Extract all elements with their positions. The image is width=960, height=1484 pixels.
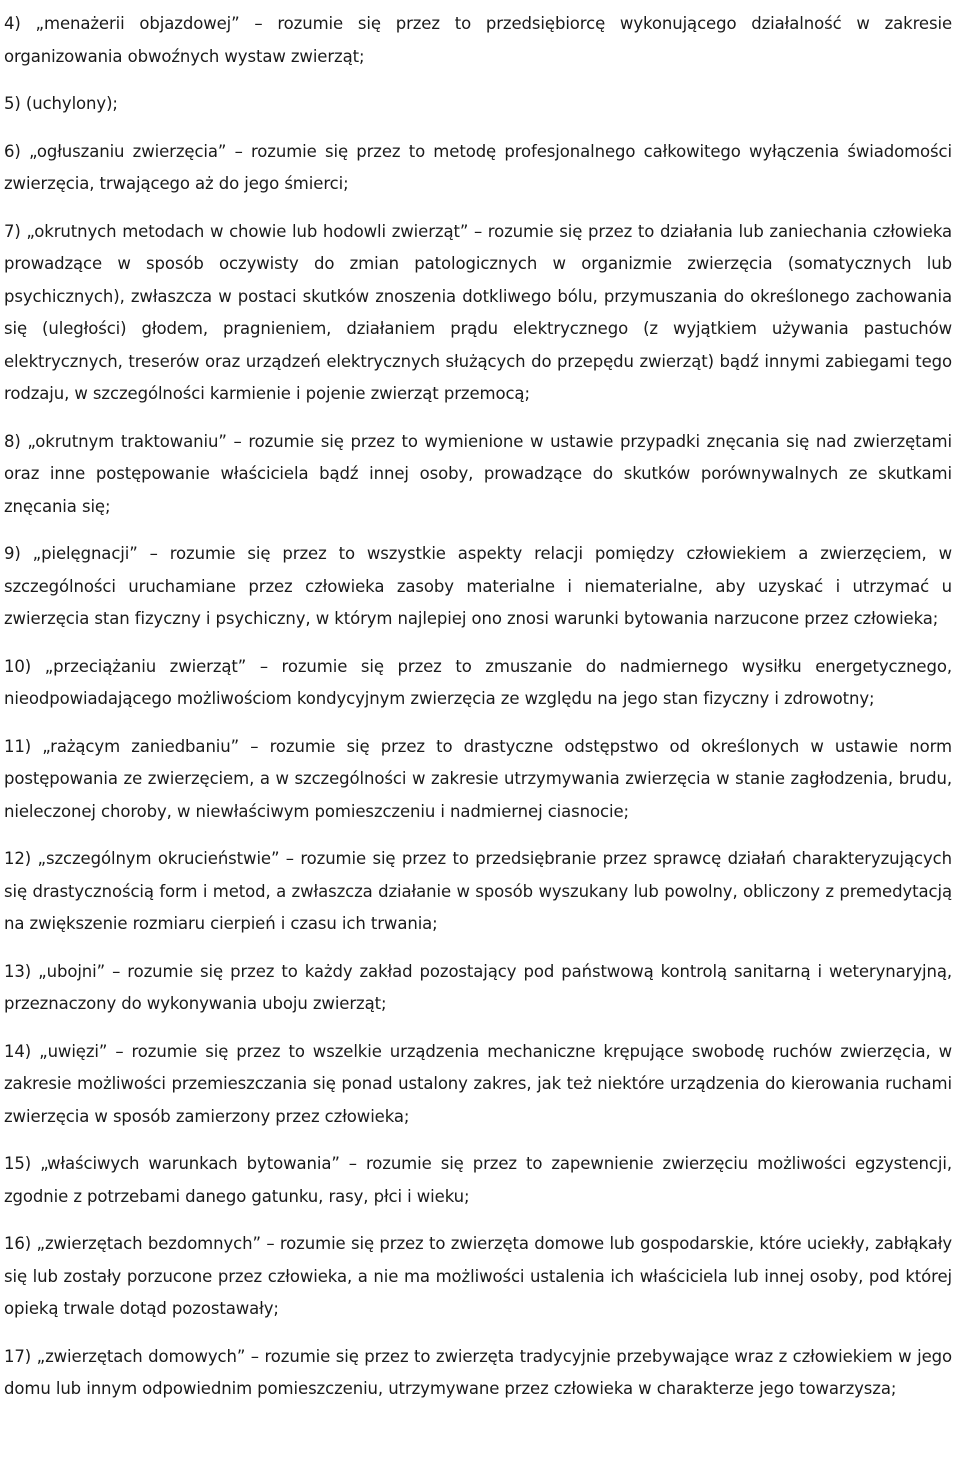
definition-paragraph-8: 8) „okrutnym traktowaniu” – rozumie się przez to wymienione w ustawie przypadki znęcania się nad zwierzętami oraz inne postępowanie właściciela bądź innej osoby, prowadzące do skutków porównywalnych ze skutkami znęcania się; <box>4 431 952 516</box>
definition-paragraph-16: 16) „zwierzętach bezdomnych” – rozumie się przez to zwierzęta domowe lub gospodarskie, które uciekły, zabłąkały się lub zostały porzucone przez człowieka, a nie ma możliwości ustalenia ich właściciela lub innej osoby, pod której opieką trwale dotąd pozostawały; <box>4 1234 952 1318</box>
definition-paragraph-5: 5) (uchylony); <box>4 94 118 113</box>
definition-paragraph-12: 12) „szczególnym okrucieństwie” – rozumie się przez to przedsiębranie przez sprawcę działań charakteryzujących się drastycznością form i metod, a zwłaszcza działanie w sposób wyszukany lub powolny, obliczony z premedytacją na zwiększenie rozmiaru cierpień i czasu ich trwania; <box>4 849 952 933</box>
definition-paragraph-9: 9) „pielęgnacji” – rozumie się przez to wszystkie aspekty relacji pomiędzy człowiekiem a zwierzęciem, w szczególności uruchamiane przez człowieka zasoby materialne i niematerialne, aby uzyskać i utrzymać u zwierzęcia stan fizyczny i psychiczny, w którym najlepiej ono znosi warunki bytowania narzucone przez człowieka; <box>4 544 952 628</box>
definition-paragraph-15: 15) „właściwych warunkach bytowania” – rozumie się przez to zapewnienie zwierzęciu możliwości egzystencji, zgodnie z potrzebami danego gatunku, rasy, płci i wieku; <box>4 1154 952 1206</box>
definition-paragraph-17: 17) „zwierzętach domowych” – rozumie się przez to zwierzęta tradycyjnie przebywające wraz z człowiekiem w jego domu lub innym odpowiednim pomieszczeniu, utrzymywane przez człowieka w charakterze jego towarzysza; <box>4 1346 952 1398</box>
definition-paragraph-10: 10) „przeciążaniu zwierząt” – rozumie się przez to zmuszanie do nadmiernego wysiłku energetycznego, nieodpowiadającego możliwościom kondycyjnym zwierzęcia ze względu na jego stan fizyczny i zdrowotny; <box>4 656 952 708</box>
definition-paragraph-6: 6) „ogłuszaniu zwierzęcia” – rozumie się przez to metodę profesjonalnego całkowitego wyłączenia świadomości zwierzęcia, trwającego aż do jego śmierci; <box>4 141 952 193</box>
definition-paragraph-7: 7) „okrutnych metodach w chowie lub hodowli zwierząt” – rozumie się przez to działania lub zaniechania człowieka prowadzące w sposób oczywisty do zmian patologicznych w organizmie zwierzęcia (somatycznych lub psychicznych), zwłaszcza w postaci skutków znoszenia dotkliwego bólu, przymuszania do określonego zachowania się (uległości) głodem, pragnieniem, działaniem prądu elektrycznego (z wyjątkiem używania pastuchów elektrycznych, treserów oraz urządzeń elektrycznych służących do przepędu zwierząt) bądź innymi zabiegami tego rodzaju, w szczególności karmienie i pojenie zwierząt przemocą; <box>4 221 952 403</box>
definition-paragraph-4: 4) „menażerii objazdowej” – rozumie się przez to przedsiębiorcę wykonującego działalność w zakresie organizowania obwoźnych wystaw zwierząt; <box>4 14 952 66</box>
definition-paragraph-11: 11) „rażącym zaniedbaniu” – rozumie się przez to drastyczne odstępstwo od określonych w ustawie norm postępowania ze zwierzęciem, a w szczególności w zakresie utrzymywania zwierzęcia w stanie zagłodzenia, brudu, nieleczonej choroby, w niewłaściwym pomieszczeniu i nadmiernej ciasnocie; <box>4 736 952 821</box>
definition-paragraph-14: 14) „uwięzi” – rozumie się przez to wszelkie urządzenia mechaniczne krępujące swobodę ruchów zwierzęcia, w zakresie możliwości przemieszczania się ponad ustalony zakres, jak też niektóre urządzenia do kierowania ruchami zwierzęcia w sposób zamierzony przez człowieka; <box>4 1041 952 1126</box>
definition-paragraph-13: 13) „ubojni” – rozumie się przez to każdy zakład pozostający pod państwową kontrolą sanitarną i weterynaryjną, przeznaczony do wykonywania uboju zwierząt; <box>4 961 952 1013</box>
